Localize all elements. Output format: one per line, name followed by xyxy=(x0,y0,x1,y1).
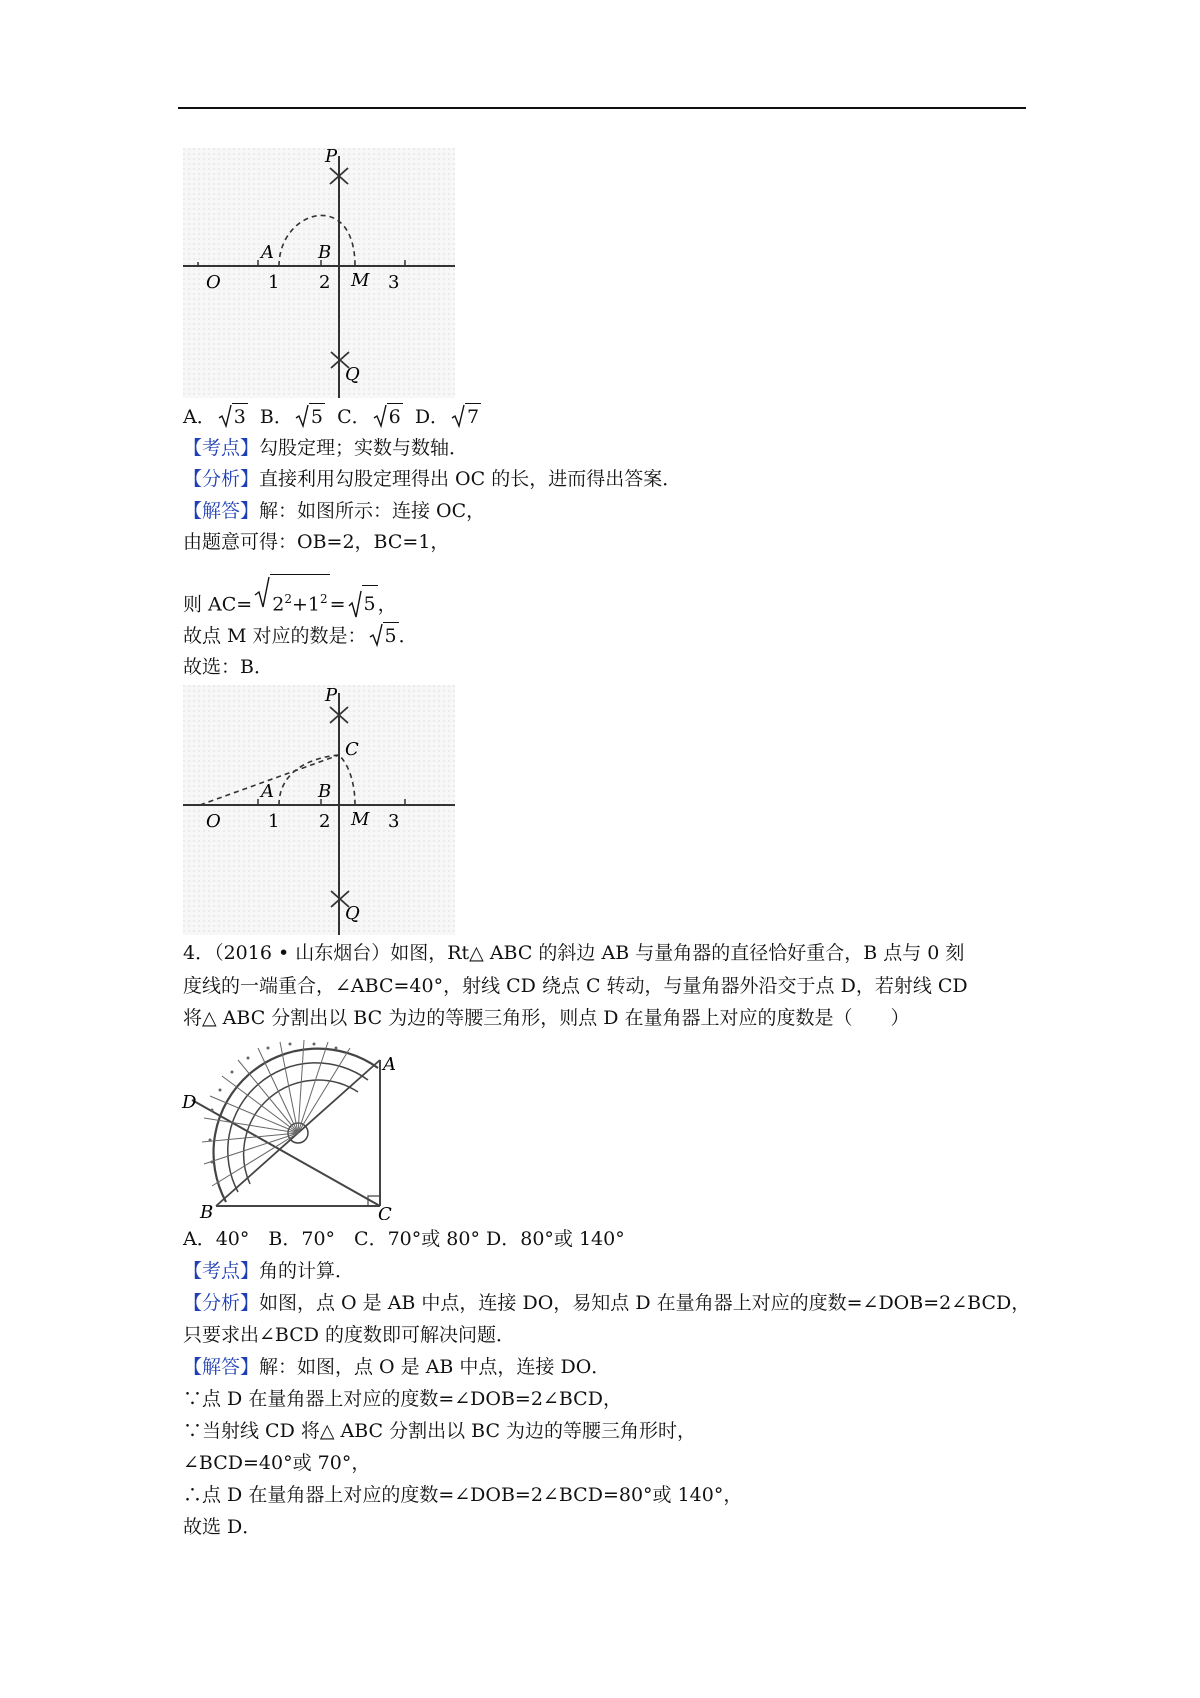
q4-fenxi: 【分析】如图，点 O 是 AB 中点，连接 DO，易知点 D 在量角器上对应的度数=∠DOB=2∠BCD， xyxy=(183,1292,1031,1314)
q3-kaodian: 【考点】勾股定理；实数与数轴． xyxy=(183,437,469,459)
label-A: A xyxy=(261,781,274,802)
q3-line4: 故选：B． xyxy=(183,656,273,678)
tick-3: 3 xyxy=(388,272,400,293)
label-C: C xyxy=(345,739,359,760)
tick-2: 2 xyxy=(319,272,331,293)
label-D: D xyxy=(182,1092,197,1113)
q3-fenxi: 【分析】直接利用勾股定理得出 OC 的长，进而得出答案． xyxy=(183,468,682,490)
choice-c-sqrt: 6 xyxy=(373,403,403,430)
choice-a-sqrt: 3 xyxy=(218,403,248,430)
q4-jieda: 【解答】解：如图，点 O 是 AB 中点，连接 DO． xyxy=(183,1356,611,1378)
q3-choices xyxy=(183,403,481,430)
label-A: A xyxy=(261,242,274,263)
q4-choices: A．40° B．70° C．70°或 80° D．80°或 140° xyxy=(183,1228,625,1250)
number-line-figure-2 xyxy=(183,685,455,935)
label-O: O xyxy=(206,272,221,293)
q4-line3: ∠BCD=40°或 70°， xyxy=(183,1452,371,1474)
label-B: B xyxy=(318,242,332,263)
label-P: P xyxy=(325,685,338,706)
number-line-figure-1 xyxy=(183,148,455,398)
q4-stem-line2: 度线的一端重合，∠ABC=40°，射线 CD 绕点 C 转动，与量角器外沿交于点 D，若射线 CD xyxy=(183,975,968,997)
q3-line2-result-sqrt: 5 xyxy=(348,585,378,622)
label-B: B xyxy=(200,1202,214,1220)
q4-line4: ∴点 D 在量角器上对应的度数=∠DOB=2∠BCD=80°或 140°， xyxy=(183,1484,743,1506)
header-rule xyxy=(178,107,1026,109)
label-B: B xyxy=(318,781,332,802)
protractor-figure xyxy=(180,1040,400,1220)
choice-c-letter: C． xyxy=(337,406,371,428)
label-M: M xyxy=(351,809,370,830)
tick-3: 3 xyxy=(388,811,400,832)
q4-fenxi-line2: 只要求出∠BCD 的度数即可解决问题． xyxy=(183,1324,516,1346)
label-Q: Q xyxy=(345,903,360,924)
choice-d-letter: D． xyxy=(414,406,450,428)
q3-line3-sqrt: 5 xyxy=(369,622,399,649)
label-A: A xyxy=(383,1054,396,1075)
q4-kaodian: 【考点】角的计算． xyxy=(183,1260,355,1282)
choice-b-sqrt: 5 xyxy=(295,403,325,430)
q3-line2-sqrt: $2^2+1^2$ xyxy=(254,574,329,622)
label-P: P xyxy=(325,148,338,167)
q4-stem-line3: 将△ ABC 分割出以 BC 为边的等腰三角形，则点 D 在量角器上对应的度数是（ ） xyxy=(183,1007,910,1029)
q4-line2: ∵当射线 CD 将△ ABC 分割出以 BC 为边的等腰三角形时， xyxy=(183,1420,697,1442)
label-Q: Q xyxy=(345,364,360,385)
q3-line3: 故点 M 对应的数是： 5 ． xyxy=(183,622,418,649)
q3-line2: 则 AC= $2^2+1^2$ = 5 ， xyxy=(183,574,397,622)
label-M: M xyxy=(351,270,370,291)
label-C: C xyxy=(378,1204,392,1220)
choice-a-letter: A． xyxy=(183,406,216,428)
q3-jieda: 【解答】解：如图所示：连接 OC， xyxy=(183,500,486,522)
label-O: O xyxy=(206,811,221,832)
q3-line1: 由题意可得：OB=2，BC=1， xyxy=(183,531,450,553)
choice-b-letter: B． xyxy=(259,406,293,428)
choice-d-sqrt: 7 xyxy=(451,403,481,430)
q4-line1: ∵点 D 在量角器上对应的度数=∠DOB=2∠BCD， xyxy=(183,1388,622,1410)
tick-1: 1 xyxy=(268,272,280,293)
q4-line5: 故选 D． xyxy=(183,1516,262,1538)
tick-1: 1 xyxy=(268,811,280,832)
tick-2: 2 xyxy=(319,811,331,832)
q4-stem-line1: 4．（2016 • 山东烟台）如图，Rt△ ABC 的斜边 AB 与量角器的直径恰好重合，B 点与 0 刻 xyxy=(183,942,965,964)
